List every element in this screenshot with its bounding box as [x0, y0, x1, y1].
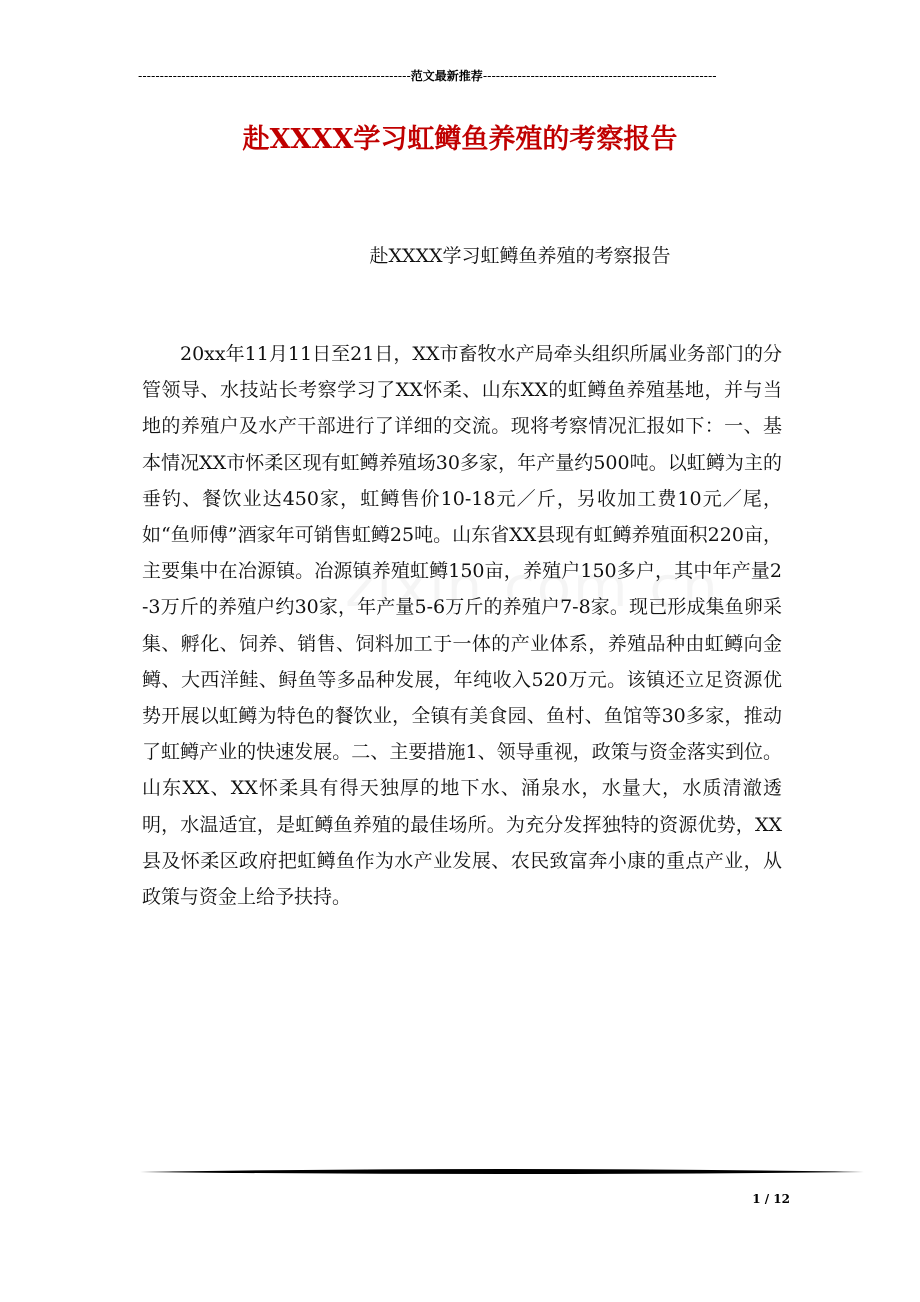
- document-title: 赴XXXX学习虹鳟鱼养殖的考察报告: [242, 124, 678, 155]
- header-dashes-right: ------------------------------------------------------: [482, 69, 717, 83]
- header-dashes-left: ---------------------------------------------------------------: [138, 69, 411, 83]
- document-subtitle: 赴XXXX学习虹鳟鱼养殖的考察报告: [369, 245, 671, 267]
- page-header: [138, 66, 768, 86]
- header-label: 范文最新推荐: [410, 69, 483, 83]
- page-number: 1 / 12: [752, 1192, 790, 1206]
- document-body-paragraph: 20xx年11月11日至21日，XX市畜牧水产局牵头组织所属业务部门的分管领导、水技站长考察学习了XX怀柔、山东XX的虹鳟鱼养殖基地，并与当地的养殖户及水产干部进行了详细的交流。现将考察情况汇报如下：一、基本情况XX市怀柔区现有虹鳟养殖场30多家，年产量约500吨。以虹鳟为主的垂钓、餐饮业达450家，虹鳟售价10-18元／斤，另收加工费10元／尾，如“鱼师傅”酒家年可销售虹鳟25吨。山东省XX县现有虹鳟养殖面积220亩，主要集中在冶源镇。冶源镇养殖虹鳟150亩，养殖户150多户，其中年产量2-3万斤的养殖户约30家，年产量5-6万斤的养殖户7-8家。现已形成集鱼卵采集、孵化、饲养、销售、饲料加工于一体的产业体系，养殖品种由虹鳟向金鳟、大西洋鲑、鲟鱼等多品种发展，年纯收入520万元。该镇还立足资源优势开展以虹鳟为特色的餐饮业，全镇有美食园、鱼村、鱼馆等30多家，推动了虹鳟产业的快速发展。二、主要措施1、领导重视，政策与资金落实到位。山东XX、XX怀柔具有得天独厚的地下水、涌泉水，水量大，水质清澈透明，水温适宜，是虹鳟鱼养殖的最佳场所。为充分发挥独特的资源优势，XX县及怀柔区政府把虹鳟鱼作为水产业发展、农民致富奔小康的重点产业，从政策与资金上给予扶持。: [142, 343, 782, 909]
- footer-rule: [140, 1166, 864, 1178]
